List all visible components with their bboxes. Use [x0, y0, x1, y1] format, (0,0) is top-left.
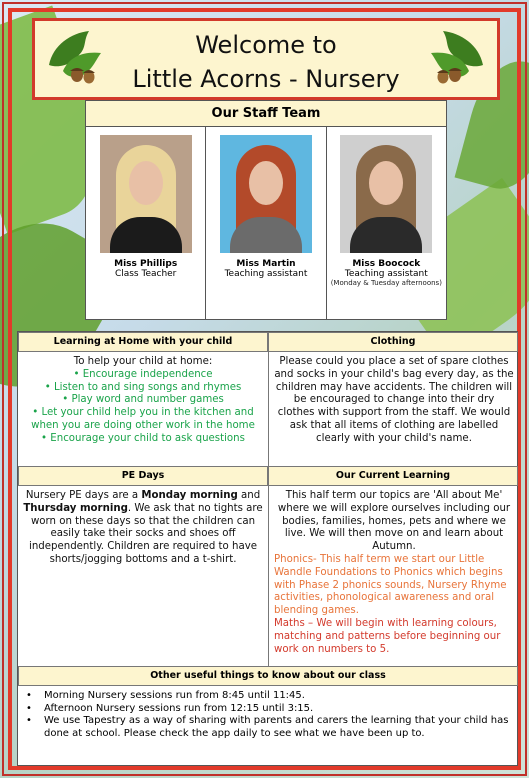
staff-name: Miss Phillips [114, 259, 178, 269]
staff-role: Teaching assistant [344, 269, 428, 279]
staff-member [327, 127, 446, 319]
pe-text: and [237, 490, 261, 501]
learning-home-heading: Learning at Home with your child [18, 332, 268, 352]
staff-name: Miss Martin [236, 259, 296, 269]
useful-heading: Other useful things to know about our class [18, 666, 518, 686]
clothing-body: Please could you place a set of spare clothes and socks in your child's bag every day, as the children may have accidents. The children will be encouraged to change into their dry clothes with support from the staff. We would ask that all items of clothing are labelled clearly with your child's name. [274, 356, 514, 444]
oak-leaf-acorn-icon [43, 25, 109, 91]
staff-member [206, 127, 326, 319]
staff-photo [340, 135, 432, 253]
list-item: • Afternoon Nursery sessions run from 12:15 until 3:15. [20, 703, 514, 716]
current-intro: This half term our topics are 'All about Me' where we will explore ourselves including our bodies, families, homes, pets and where we live. We will then move on and learn about Autumn. [277, 490, 511, 553]
pe-day-monday: Monday morning [141, 490, 238, 501]
oak-leaf-acorn-icon [423, 25, 489, 91]
staff-heading: Our Staff Team [86, 101, 446, 127]
staff-photo [100, 135, 192, 253]
staff-photo [220, 135, 312, 253]
list-item: • We use Tapestry as a way of sharing with parents and carers the learning that your child has done at school. Please check the app daily to see what we have been up to. [20, 715, 514, 740]
current-maths: Maths – We will begin with learning colours, matching and patterns before beginning our work on numbers to 5. [274, 617, 501, 655]
list-item: • Encourage your child to ask questions [22, 433, 264, 446]
list-item: • Listen to and sing songs and rhymes [22, 382, 264, 395]
current-phonics: Phonics- This half term we start our Little Wandle Foundations to Phonics which begins with Phase 2 phonics sounds, Nursery Rhyme activities, phonological awareness and oral blending games. [274, 553, 507, 617]
list-item: • Play word and number games [22, 394, 264, 407]
current-learning-body [274, 490, 514, 656]
title-banner [32, 18, 500, 100]
title-line-1: Welcome to [195, 31, 337, 59]
staff-team-panel [85, 100, 447, 320]
learning-home-list [22, 369, 264, 446]
title-line-2: Little Acorns - Nursery [132, 65, 400, 93]
pe-text: . We ask that no tights are worn on these days so that the children can easily take their socks and shoes off independently. Children are required to have shorts/jogging bottoms and a t-shirt. [28, 502, 263, 565]
staff-note: (Monday & Tuesday afternoons) [330, 279, 442, 287]
info-grid [17, 331, 518, 766]
column-divider [268, 332, 269, 666]
pe-day-thursday: Thursday morning [23, 502, 128, 514]
learning-home-intro: To help your child at home: [73, 356, 213, 367]
pe-text: Nursery PE days are a [25, 490, 142, 501]
staff-name: Miss Boocock [352, 259, 421, 269]
list-item: • Morning Nursery sessions run from 8:45 until 11:45. [20, 690, 514, 703]
pe-heading: PE Days [18, 466, 268, 486]
current-learning-heading: Our Current Learning [268, 466, 518, 486]
staff-role: Class Teacher [114, 269, 177, 279]
clothing-heading: Clothing [268, 332, 518, 352]
useful-list [20, 690, 514, 740]
learning-home-body [22, 356, 264, 446]
staff-member [86, 127, 206, 319]
list-item: • Encourage independence [22, 369, 264, 382]
list-item: • Let your child help you in the kitchen and when you are doing other work in the home [22, 407, 264, 433]
staff-role: Teaching assistant [224, 269, 308, 279]
pe-body [22, 490, 264, 567]
